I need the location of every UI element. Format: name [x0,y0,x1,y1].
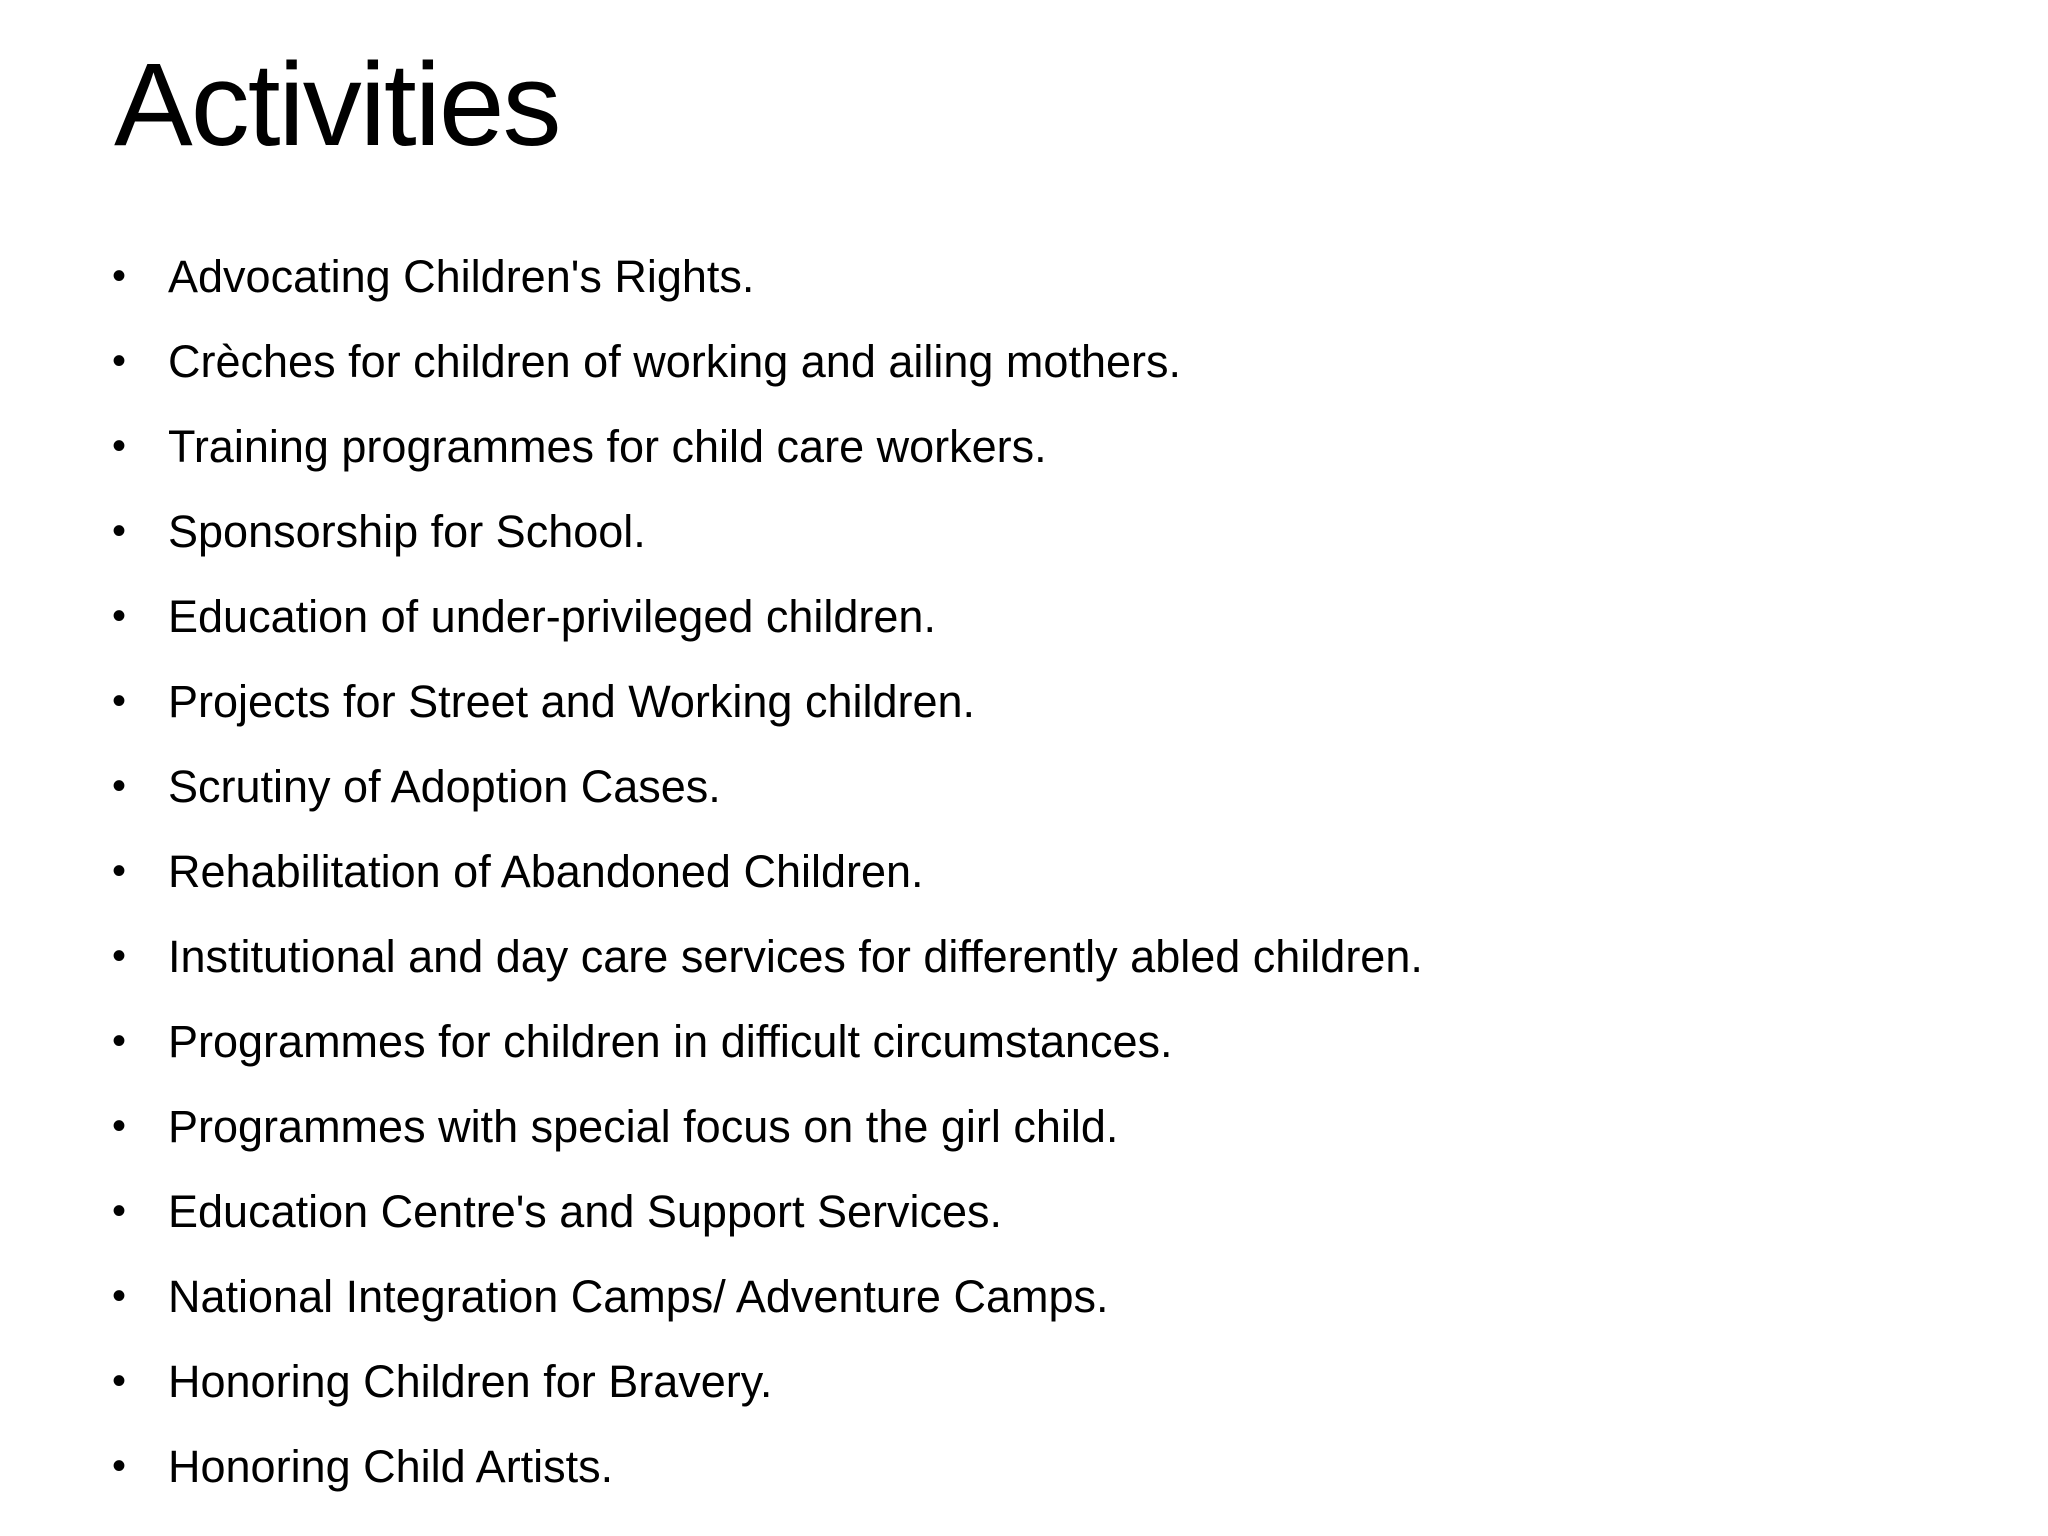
bullet-icon: • [112,339,127,383]
bullet-icon: • [112,1104,127,1148]
bullet-icon: • [112,1189,127,1233]
list-item [112,1084,1423,1169]
list-item [112,489,1423,574]
list-item [112,1424,1423,1509]
list-item-text: Projects for Street and Working children. [168,676,976,727]
list-item-text: Institutional and day care services for differently abled children. [168,931,1423,982]
bullet-icon: • [112,1274,127,1318]
list-item-text: Education of under-privileged children. [168,591,936,642]
list-item-text: Programmes for children in difficult circumstances. [168,1016,1173,1067]
list-item [112,319,1423,404]
list-item [112,1169,1423,1254]
list-item-text: Rehabilitation of Abandoned Children. [168,846,924,897]
list-item-text: Sponsorship for School. [168,506,646,557]
list-item-text: National Integration Camps/ Adventure Camps. [168,1271,1109,1322]
activities-list [112,234,1423,1509]
list-item [112,404,1423,489]
bullet-icon: • [112,849,127,893]
slide-title: Activities [114,39,560,171]
list-item-text: Scrutiny of Adoption Cases. [168,761,721,812]
list-item-text: Education Centre's and Support Services. [168,1186,1003,1237]
list-item [112,829,1423,914]
bullet-icon: • [112,254,127,298]
bullet-icon: • [112,934,127,978]
list-item [112,574,1423,659]
list-item-text: Crèches for children of working and ailing mothers. [168,336,1181,387]
bullet-icon: • [112,594,127,638]
list-item [112,999,1423,1084]
bullet-icon: • [112,1019,127,1063]
list-item-text: Honoring Child Artists. [168,1441,614,1492]
bullet-icon: • [112,1359,127,1403]
list-item [112,1254,1423,1339]
list-item [112,659,1423,744]
list-item-text: Training programmes for child care workers. [168,421,1047,472]
list-item-text: Programmes with special focus on the girl child. [168,1101,1119,1152]
list-item-text: Honoring Children for Bravery. [168,1356,773,1407]
bullet-icon: • [112,679,127,723]
list-item [112,234,1423,319]
list-item [112,1339,1423,1424]
list-item-text: Advocating Children's Rights. [168,251,755,302]
bullet-icon: • [112,424,127,468]
bullet-icon: • [112,1444,127,1488]
list-item [112,744,1423,829]
bullet-icon: • [112,764,127,808]
list-item [112,914,1423,999]
bullet-icon: • [112,509,127,553]
